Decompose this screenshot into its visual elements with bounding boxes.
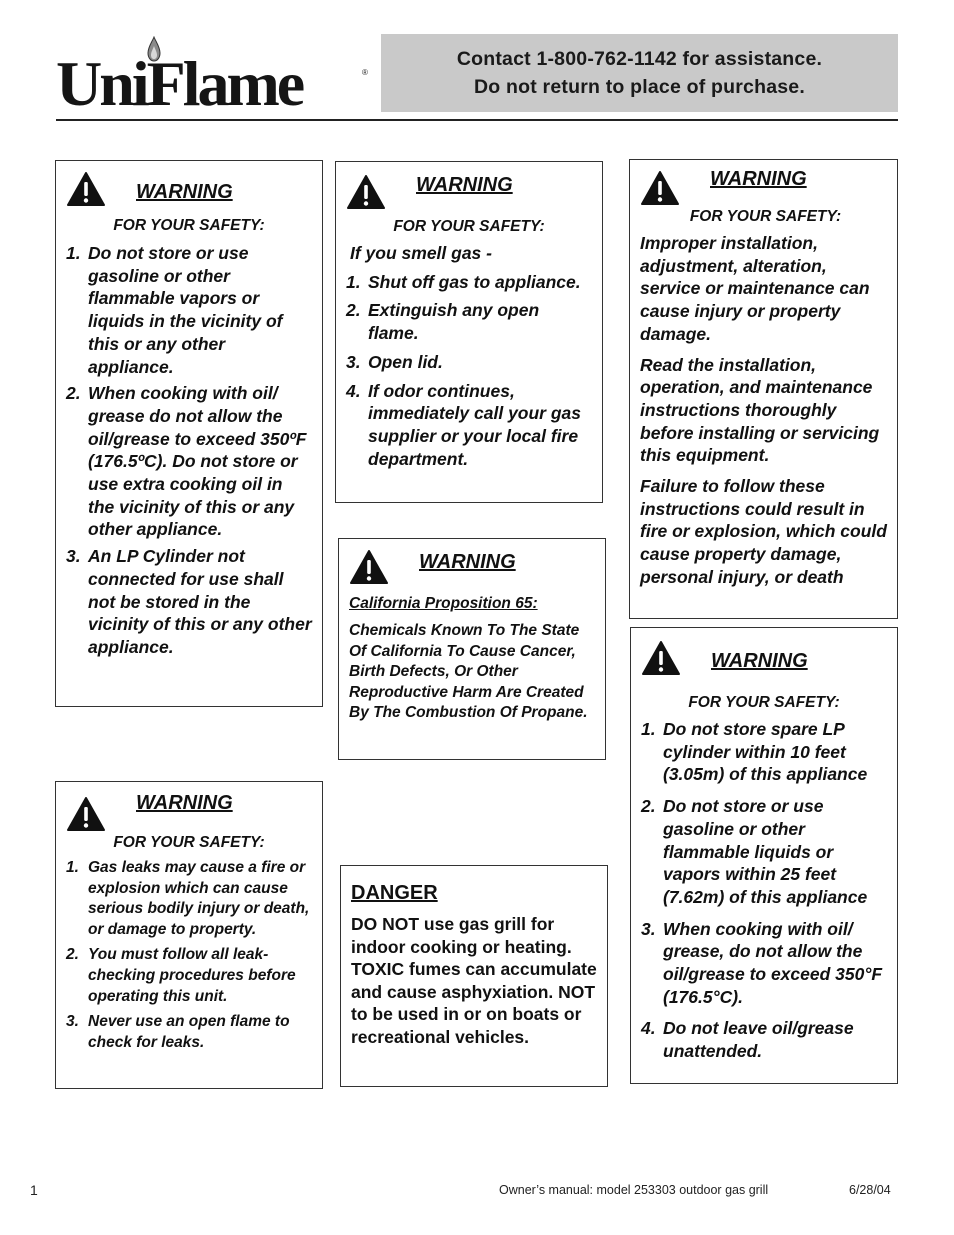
warning-triangle-icon [641, 640, 681, 676]
contact-banner [381, 34, 898, 112]
list-item: 3. When cooking with oil/ grease, do not allow the oil/grease to exceed 350°F (176.5°C). [641, 918, 883, 1007]
warning-triangle-icon [349, 549, 389, 585]
prop65-body: Chemicals Known To The State Of California To Cause Cancer, Birth Defects, Or Other Reproductive Harm Are Created By The Combustion Of Propane. [349, 622, 588, 722]
uniflame-logo [56, 36, 376, 119]
danger-body: DO NOT use gas grill for indoor cooking or heating. TOXIC fumes can accumulate and cause asphyxiation. NOT to be used in or on boats or recreational vehicles. [351, 914, 597, 1047]
warning-paragraph: Failure to follow these instructions could result in fire or explosion, which could cause property damage, personal injury, or death [640, 476, 887, 587]
list-item: 1. Shut off gas to appliance. [346, 271, 581, 292]
warning-box-prop65 [338, 538, 606, 760]
warning-list [641, 718, 887, 1063]
warning-triangle-icon [66, 796, 106, 832]
registered-mark: ® [362, 68, 368, 77]
contact-return-line: Do not return to place of purchase. [474, 76, 805, 98]
warning-subtitle: FOR YOUR SAFETY: [689, 208, 842, 225]
warning-paragraph: Read the installation, operation, and maintenance instructions thoroughly before installing or servicing this equipment. [640, 354, 880, 466]
warning-title: WARNING [711, 650, 808, 672]
list-item: 3. An LP Cylinder not connected for use shall not be stored in the vicinity of this or any other appliance. [66, 546, 312, 657]
list-item: 2. Do not store or use gasoline or other flammable liquids or vapors within 25 feet (7.62m) of this appliance [641, 796, 868, 907]
page-number: 1 [30, 1182, 38, 1198]
list-item: 2. Extinguish any open flame. [346, 300, 540, 344]
warning-box-cylinder [630, 627, 898, 1084]
list-item: 1. Do not store spare LP cylinder within 10 feet (3.05m) of this appliance [641, 719, 868, 785]
warning-subtitle: FOR YOUR SAFETY: [113, 834, 265, 851]
manual-date: 6/28/04 [849, 1183, 891, 1197]
list-item: 2. When cooking with oil/ grease do not allow the oil/grease to exceed 350ºF (176.5ºC). Do not store or use extra cooking oil in the vicinity of this or any other appliance. [66, 383, 307, 540]
warning-triangle-icon [640, 170, 680, 206]
list-item: 3. Open lid. [346, 351, 443, 372]
warning-title: WARNING [136, 792, 233, 814]
warning-subtitle: FOR YOUR SAFETY: [393, 218, 545, 235]
list-item: 1. Gas leaks may cause a fire or explosion which can cause serious bodily injury or death, or damage to property. [66, 859, 310, 938]
list-item: 1. Do not store or use gasoline or other flammable vapors or liquids in the vicinity of this or any other appliance. [66, 243, 283, 377]
list-item: 2. You must follow all leak-checking procedures before operating this unit. [66, 946, 296, 1005]
warning-triangle-icon [346, 174, 386, 210]
list-item: 3. Never use an open flame to check for leaks. [66, 1013, 290, 1051]
logo-wordmark: UniFlame [56, 48, 303, 119]
warning-box-leaks [55, 781, 323, 1089]
header-divider [56, 119, 898, 121]
danger-title: DANGER [351, 882, 438, 904]
warning-list [346, 271, 592, 471]
prop65-heading: California Proposition 65: [349, 595, 538, 612]
warning-title: WARNING [710, 168, 807, 190]
warning-box-installation [629, 159, 898, 619]
warning-subtitle: FOR YOUR SAFETY: [688, 694, 840, 711]
contact-phone-line: Contact 1-800-762-1142 for assistance. [456, 48, 823, 70]
danger-box-indoor [340, 865, 608, 1087]
warning-subtitle: FOR YOUR SAFETY: [113, 217, 265, 234]
warning-triangle-icon [66, 171, 106, 207]
list-item: 4. Do not leave oil/grease unattended. [641, 1018, 854, 1062]
warning-title: WARNING [136, 181, 233, 203]
manual-title: Owner’s manual: model 253303 outdoor gas grill [499, 1183, 769, 1197]
warning-list [66, 858, 312, 1053]
warning-box-safety [55, 160, 323, 707]
warning-title: WARNING [416, 174, 513, 196]
warning-title: WARNING [419, 551, 516, 573]
warning-paragraph: Improper installation, adjustment, alteration, service or maintenance can cause injury or property damage. [640, 233, 870, 344]
list-item: 4. If odor continues, immediately call your gas supplier or your local fire department. [346, 380, 582, 469]
warning-list [66, 242, 312, 659]
warning-box-gas-smell [335, 161, 603, 503]
warning-intro: If you smell gas - [350, 243, 492, 263]
